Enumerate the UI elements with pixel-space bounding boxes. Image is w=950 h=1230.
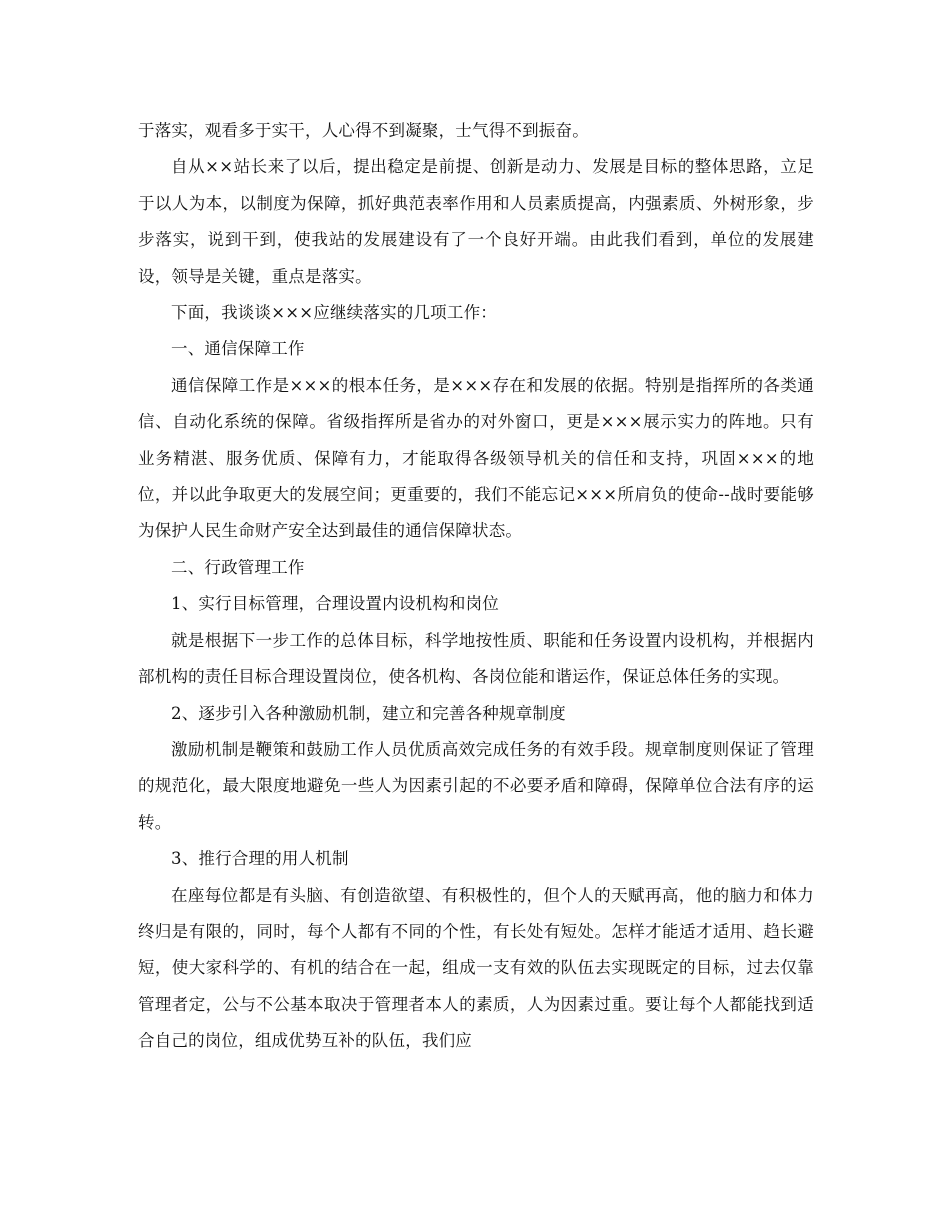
- paragraph-incentive: 激励机制是鞭策和鼓励工作人员优质高效完成任务的有效手段。规章制度则保证了管理的规范化，最大限度地避免一些人为因素引起的不必要矛盾和障碍，保障单位合法有序的运转。: [138, 739, 814, 832]
- paragraph-communication: 通信保障工作是×××的根本任务，是×××存在和发展的依据。特别是指挥所的各类通信、自动化系统的保障。省级指挥所是省办的对外窗口，更是×××展示实力的阵地。只有业务精湛、服务优质、保障有力，才能取得各级领导机关的信任和支持，巩固×××的地位，并以此争取更大的发展空间；更重要的，我们不能忘记×××所肩负的使命--战时要能够为保护人民生命财产安全达到最佳的通信保障状态。: [138, 375, 814, 541]
- section-heading-communication: 一、通信保障工作: [171, 339, 305, 359]
- document-body: [138, 113, 814, 1060]
- subheading-staffing: 3、推行合理的用人机制: [171, 849, 349, 869]
- section-heading-administration: 二、行政管理工作: [171, 557, 305, 577]
- subheading-incentive: 2、逐步引入各种激励机制，建立和完善各种规章制度: [171, 703, 566, 723]
- paragraph-staffing: 在座每位都是有头脑、有创造欲望、有积极性的，但个人的天赋再高，他的脑力和体力终归是有限的，同时，每个人都有不同的个性，有长处有短处。怎样才能适才适用、趋长避短，使大家科学的、有机的结合在一起，组成一支有效的队伍去实现既定的目标，过去仅靠管理者定，公与不公基本取决于管理者本人的素质，人为因素过重。要让每个人都能找到适合自己的岗位，组成优势互补的队伍，我们应: [138, 885, 814, 1051]
- paragraph-overall-thinking: 自从××站长来了以后，提出稳定是前提、创新是动力、发展是目标的整体思路，立足于以人为本，以制度为保障，抓好典范表率作用和人员素质提高，内强素质、外树形象，步步落实，说到干到，使我站的发展建设有了一个良好开端。由此我们看到，单位的发展建设，领导是关键，重点是落实。: [138, 157, 814, 286]
- paragraph-continuation: 于落实，观看多于实干，人心得不到凝聚，士气得不到振奋。: [138, 121, 589, 140]
- subheading-target-management: 1、实行目标管理，合理设置内设机构和岗位: [171, 594, 499, 614]
- paragraph-target-management: 就是根据下一步工作的总体目标，科学地按性质、职能和任务设置内设机构，并根据内部机构的责任目标合理设置岗位，使各机构、各岗位能和谐运作，保证总体任务的实现。: [138, 630, 814, 687]
- paragraph-intro-tasks: 下面，我谈谈×××应继续落实的几项工作：: [171, 303, 497, 323]
